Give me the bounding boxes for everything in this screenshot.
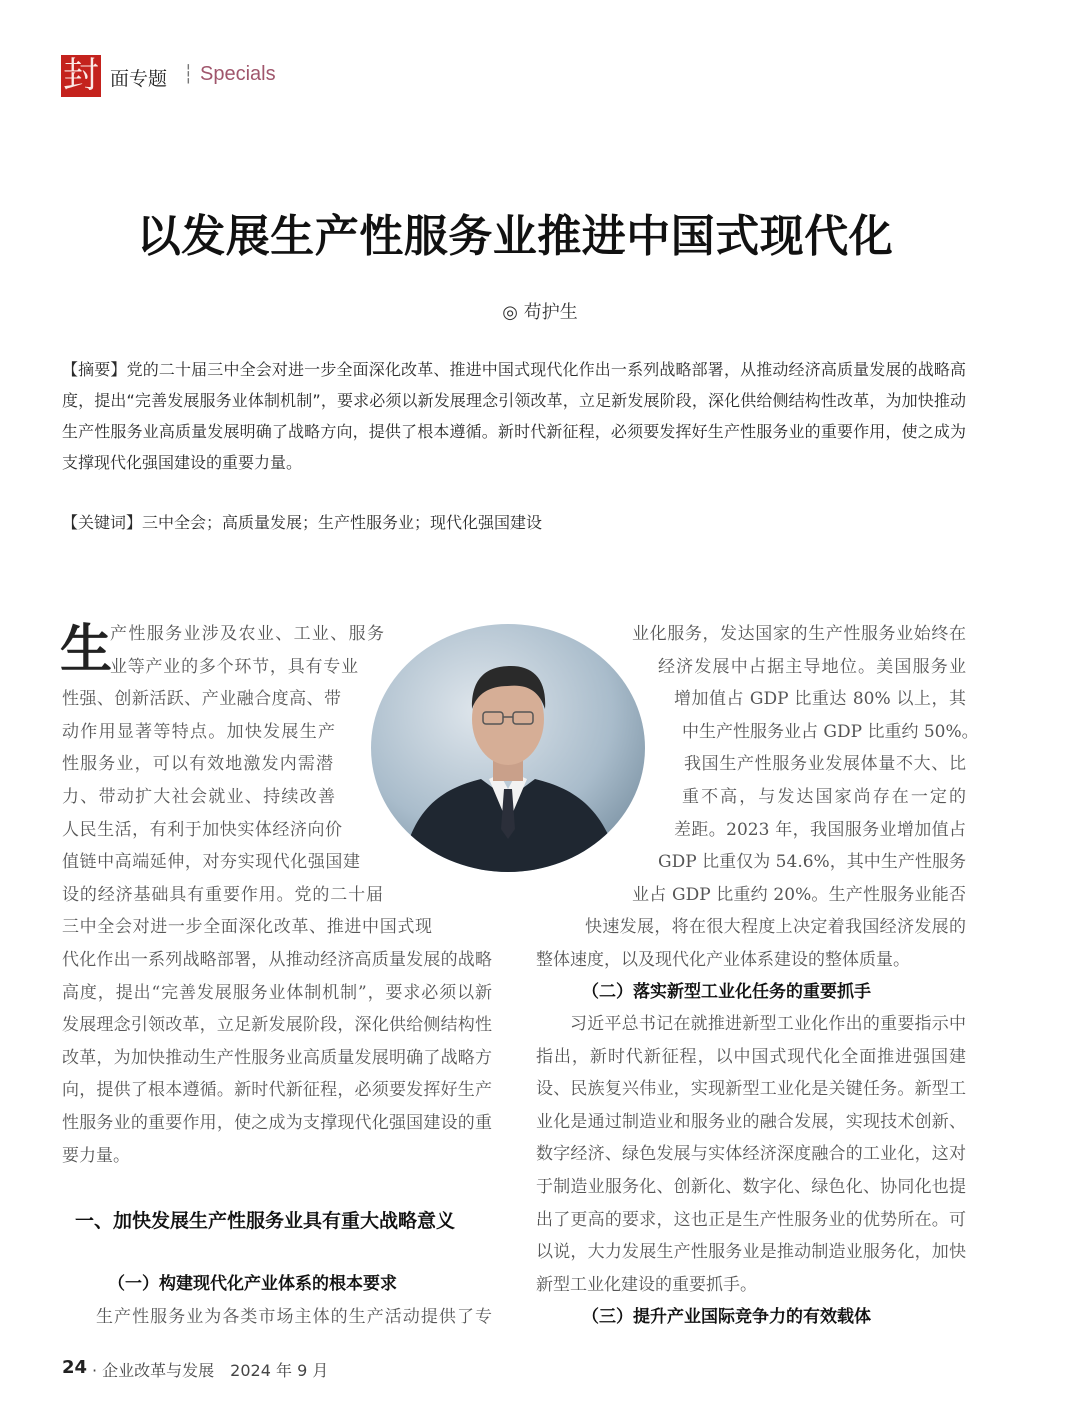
section-name: 面专题 — [110, 68, 168, 90]
page-number: 24 — [62, 1357, 88, 1378]
body-text-line: 产性服务业涉及农业、工业、服务 — [110, 624, 384, 644]
drop-cap: 生 — [60, 619, 113, 680]
section-logo: 封 — [62, 55, 99, 96]
body-text-line: 增加值占 GDP 比重达 80% 以上，其 — [674, 689, 966, 710]
body-text-line: 出了更高的要求，这也正是生产性服务业的优势所在。可 — [536, 1209, 966, 1230]
body-text-line: 重不高，与发达国家尚存在一定的 — [682, 787, 966, 807]
body-text-line: 三中全会对进一步全面深化改革、推进中国式现 — [62, 917, 432, 938]
body-text-line: 改革，为加快推动生产性服务业高质量发展明确了战略方 — [62, 1047, 492, 1068]
body-text-line: 整体速度，以及现代化产业体系建设的整体质量。 — [536, 950, 910, 970]
body-text-line: 中生产性服务业占 GDP 比重约 50%。 — [682, 721, 979, 742]
body-text-line: 高度，提出“完善发展服务业体制机制”，要求必须以新 — [62, 982, 492, 1003]
article-author: ◎ 苟护生 — [502, 302, 578, 323]
body-text-line: 业占 GDP 比重约 20%。生产性服务业能否 — [632, 884, 966, 905]
body-text-line: 业等产业的多个环节，具有专业 — [110, 656, 358, 677]
body-text-line: 代化作出一系列战略部署，从推动经济高质量发展的战略 — [62, 950, 492, 970]
body-text-line: 向，提供了根本遵循。新时代新征程，必须要发挥好生产 — [62, 1080, 492, 1101]
author-photo — [371, 624, 645, 872]
body-text-line: 快速发展，将在很大程度上决定着我国经济发展的 — [585, 917, 966, 938]
body-text-line: 要力量。 — [62, 1145, 130, 1166]
body-text-line: 发展理念引领改革，立足新发展阶段，深化供给侧结构性 — [62, 1015, 492, 1036]
body-text-line: 我国生产性服务业发展体量不大、比 — [684, 754, 966, 775]
body-text-line: 业化是通过制造业和服务业的融合发展，实现技术创新、 — [536, 1111, 966, 1132]
body-text-line: 值链中高端延伸，对夯实现代化强国建 — [62, 852, 360, 873]
body-text-line: 人民生活，有利于加快实体经济向价 — [62, 819, 342, 840]
article-keywords: 【关键词】三中全会；高质量发展；生产性服务业；现代化强国建设 — [62, 513, 543, 532]
body-text-line: 指出，新时代新征程，以中国式现代化全面推进强国建 — [536, 1046, 966, 1067]
body-text-line: 业化服务，发达国家的生产性服务业始终在 — [632, 624, 966, 644]
body-text-line: 以说，大力发展生产性服务业是推动制造业服务化，加快 — [536, 1242, 966, 1263]
body-text-line: 动作用显著等特点。加快发展生产 — [62, 721, 335, 742]
body-text-line: 差距。2023 年，我国服务业增加值占 — [674, 819, 966, 840]
subsection-heading: （二）落实新型工业化任务的重要抓手 — [582, 982, 871, 1002]
body-text-line: 于制造业服务化、创新化、数字化、绿色化、协同化也提 — [536, 1177, 966, 1197]
body-text-line: 习近平总书记在就推进新型工业化作出的重要指示中 — [570, 1014, 966, 1034]
body-text-line: 设、民族复兴伟业，实现新型工业化是关键任务。新型工 — [536, 1079, 966, 1100]
body-text-line: 力、带动扩大社会就业、持续改善 — [62, 787, 335, 807]
article-abstract: 【摘要】党的二十届三中全会对进一步全面深化改革、推进中国式现代化作出一系列战略部署，从推动经济高质量发展的战略高度，提出“完善发展服务业体制机制”，要求必须以新发展理念引领改革，立足新发展阶段，深化供给侧结构性改革，为加快推动生产性服务业高质量发展明确了战略方向，提供了根本遵循。新时代新征程，必须要发挥好生产性服务业的重要作用，使之成为支撑现代化强国建设的重要力量。 — [62, 360, 966, 472]
publication-info: · 企业改革与发展 2024 年 9 月 — [92, 1361, 329, 1380]
body-text-line: 设的经济基础具有重要作用。党的二十届 — [62, 884, 383, 905]
subsection-heading: （三）提升产业国际竞争力的有效载体 — [582, 1307, 871, 1327]
section-heading: 一、加快发展生产性服务业具有重大战略意义 — [75, 1210, 456, 1232]
section-separator: ┆ — [183, 64, 194, 85]
body-text-line: 经济发展中占据主导地位。美国服务业 — [658, 656, 966, 677]
body-text-line: 新型工业化建设的重要抓手。 — [536, 1274, 757, 1295]
subsection-heading: （一）构建现代化产业体系的根本要求 — [108, 1274, 397, 1294]
body-text-line: GDP 比重仅为 54.6%，其中生产性服务 — [658, 852, 966, 873]
article-title: 以发展生产性服务业推进中国式现代化 — [136, 211, 894, 262]
body-text-line: 性服务业的重要作用，使之成为支撑现代化强国建设的重 — [62, 1113, 492, 1133]
body-text-line: 生产性服务业为各类市场主体的生产活动提供了专 — [96, 1307, 492, 1327]
body-text-line: 数字经济、绿色发展与实体经济深度融合的工业化，这对 — [536, 1144, 966, 1165]
body-text-line: 性强、创新活跃、产业融合度高、带 — [62, 689, 341, 710]
body-text-line: 性服务业，可以有效地激发内需潜 — [62, 754, 333, 775]
section-name-en: Specials — [200, 63, 276, 85]
